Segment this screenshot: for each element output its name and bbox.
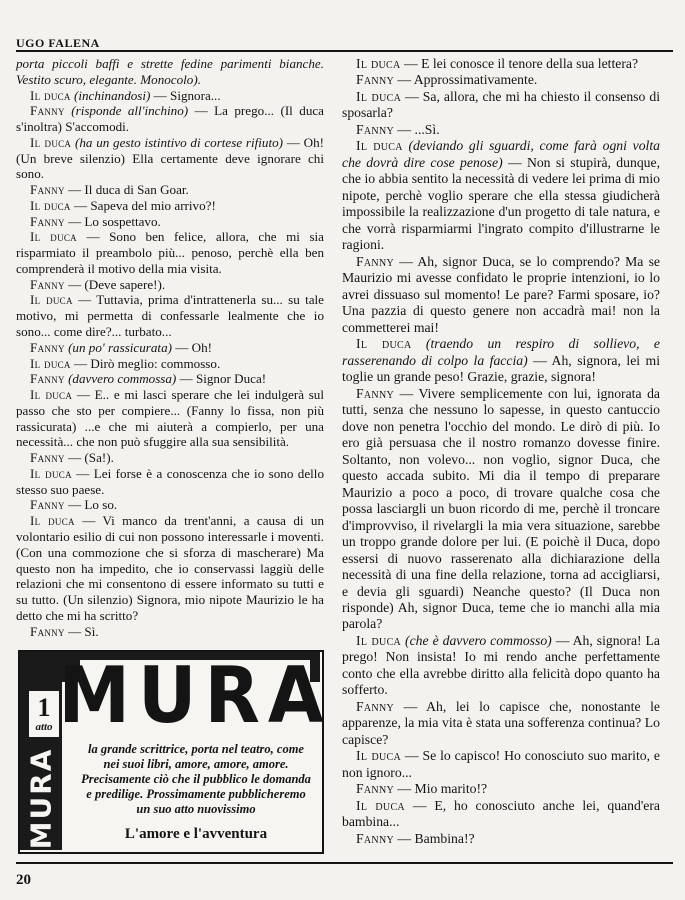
dialogue-text: — Ah, signora! La prego! Non insista! Io mi rendo anche perfettamente conto che ella avrebbe diritto alla felicità dopo quanto ha sofferto. <box>342 632 660 698</box>
dialogue-paragraph <box>16 450 324 466</box>
dialogue-paragraph <box>16 88 324 104</box>
dialogue-paragraph <box>16 277 324 293</box>
dialogue-paragraph <box>16 497 324 513</box>
speaker-name: Fanny <box>30 182 65 198</box>
stage-direction: (ha un gesto istintivo di cortese rifiuto) <box>74 134 284 150</box>
running-header-author: UGO FALENA <box>16 36 100 50</box>
left-text-column <box>16 56 324 639</box>
dialogue-paragraph <box>342 748 660 781</box>
speaker-name: Fanny <box>30 213 65 229</box>
dialogue-text: — Sapeva del mio arrivo?! <box>74 197 216 213</box>
speaker-name: Fanny <box>30 339 65 355</box>
act-badge <box>28 690 60 738</box>
ad-tagline: L'amore e l'avventura <box>124 826 268 842</box>
dialogue-paragraph <box>16 466 324 498</box>
stage-direction: porta piccoli baffi e strette fedine parimenti bianche. Vestito scuro, elegante. Monocolo). <box>16 56 324 87</box>
speaker-name: Fanny <box>356 385 394 401</box>
header-rule <box>16 50 673 52</box>
act-number: 1 <box>37 693 51 722</box>
dialogue-text: — Se lo capisco! Ho conosciuto suo marito, e non ignoro... <box>342 748 660 780</box>
dialogue-paragraph <box>16 135 324 182</box>
speaker-name: Fanny <box>30 276 65 292</box>
speaker-name: Fanny <box>30 103 65 119</box>
dialogue-paragraph <box>16 229 324 276</box>
speaker-name: Il duca <box>356 138 403 154</box>
dialogue-text: — Sì. <box>68 623 99 639</box>
speaker-name: Fanny <box>356 121 394 137</box>
dialogue-text: — Il duca di San Goar. <box>68 182 189 198</box>
stage-direction: (inchinandosi) <box>74 87 151 103</box>
dialogue-text: — Vivere semplicemente con lui, ignorata da tutti, senza che nessuno lo sapesse, in questo cantuccio dove non penetra l'occhio del mondo. Le dirò di più. Io ero già persuasa che il nostro romanzo dovesse finire. Soltanto, non volevo... non voglio, signor Duca, che questo accada subito. Mi dia il tempo di preparare Maurizio a poco a poco, di trovare qualche cosa che possa lasciargli un buon ricordo di me, perchè il troncare d'improvviso, il rivelargli la mia vera situazione, sarebbe un troppo grande dolore per lui. (E poichè il Duca, dopo essersi di nuovo rasserenato alla dichiarazione della necessità di una fine della relazione, torna ad accigliarsi, e devia gli sguardi) Neanche questo? (Il Duca non risponde) Ah, signor Duca, teme che io manchi alla mia parola? <box>342 385 660 632</box>
dialogue-paragraph <box>342 254 660 336</box>
speaker-name: Il duca <box>356 748 401 764</box>
ad-vertical-title-text: MURA <box>24 747 58 849</box>
dialogue-text: — Bambina!? <box>397 830 475 846</box>
dialogue-text: — Ah, signor Duca, se lo comprendo? Ma se Maurizio mi avesse confidato le proprie intenzioni, io lo avrei dissuaso sul momento! Le pare? Farmi sposare, io? Una pazzia di questo genere non accadrà mai! non la commetterei mai! <box>342 253 660 335</box>
stage-direction: (davvero commossa) <box>68 371 177 387</box>
dialogue-paragraph <box>16 182 324 198</box>
dialogue-text: — (Sa!). <box>68 450 114 466</box>
dialogue-text: — E, ho conosciuto anche lei, quand'era bambina... <box>342 797 660 830</box>
dialogue-text: — Mio marito!? <box>397 781 488 797</box>
dialogue-paragraph <box>342 831 660 847</box>
speaker-name: Il duca <box>356 336 412 352</box>
stage-direction: (che è davvero commosso) <box>405 632 552 648</box>
speaker-name: Fanny <box>356 781 394 797</box>
speaker-name: Fanny <box>356 253 394 269</box>
dialogue-text: — Oh! <box>175 339 212 355</box>
ad-blurb: la grande scrittrice, porta nel teatro, come nei suoi libri, amore, amore, amore. Precisamente ciò che il pubblico le domanda e predilige. Prossimamente pubblicheremo un suo atto nuovissimo <box>81 742 311 816</box>
dialogue-text: — Dirò meglio: commosso. <box>74 355 221 371</box>
speaker-name: Il duca <box>30 134 72 150</box>
dialogue-paragraph <box>342 122 660 138</box>
dialogue-paragraph <box>342 781 660 797</box>
speaker-name: Fanny <box>30 450 65 466</box>
dialogue-text: — Signora... <box>153 87 221 103</box>
dialogue-text: — La prego... (Il duca s'inoltra) S'accomodi. <box>16 103 324 135</box>
speaker-name: Fanny <box>356 72 394 88</box>
dialogue-text: — Oh! (Un breve silenzio) Ella certamente deve ignorare chi sono. <box>16 134 324 182</box>
speaker-name: Il duca <box>30 355 71 371</box>
dialogue-paragraph <box>16 214 324 230</box>
dialogue-text: — Non si stupirà, dunque, che io abbia sentito la necessità di vedere lei prima di mio nipote, perchè voglio sperare che ella stessa giudicherà impossibile la realizzazione d'un progetto di tale natura, e che vorrà risparmiarmi l'ingrato compito d'illustrarne le ragioni. <box>342 154 661 253</box>
dialogue-paragraph <box>16 340 324 356</box>
footer-rule <box>16 862 673 864</box>
dialogue-text: — Sa, allora, che mi ha chiesto il consenso di sposarla? <box>342 88 660 121</box>
dialogue-paragraph <box>342 798 660 831</box>
dialogue-text: — Tuttavia, prima d'intrattenerla su... su tale motivo, mi permetta di confessarle lealmente che io sono... come dire?... turbato... <box>16 292 324 340</box>
speaker-name: Il duca <box>30 292 73 308</box>
dialogue-text: — Lo sospettavo. <box>68 213 161 229</box>
dialogue-paragraph <box>342 386 660 633</box>
dialogue-text: — Lei forse è a conoscenza che io sono dello stesso suo paese. <box>16 465 324 497</box>
speaker-name: Il duca <box>356 56 401 71</box>
stage-direction: (deviando gli sguardi, come farà ogni volta che dovrà dire cose penose) <box>342 138 660 170</box>
speaker-name: Il duca <box>356 797 405 813</box>
page-number: 20 <box>16 872 31 888</box>
dialogue-text: — Ah, signora, lei mi toglie un grande peso! Grazie, grazie, signora! <box>342 352 660 385</box>
speaker-name: Il duca <box>30 513 75 529</box>
speaker-name: Il duca <box>30 229 77 245</box>
dialogue-text: — Approssimativamente. <box>397 72 538 88</box>
dialogue-text: — Ah, lei lo capisce che, nonostante le apparenze, la mia vita è stata una sofferenza continua? Lo capisce? <box>342 698 661 747</box>
dialogue-paragraph <box>342 699 660 748</box>
dialogue-paragraph <box>342 89 660 122</box>
dialogue-paragraph <box>16 56 324 88</box>
ad-title-text: MURA <box>58 649 332 741</box>
stage-direction: (un po' rassicurata) <box>68 339 172 355</box>
speaker-name: Fanny <box>30 371 65 387</box>
speaker-name: Fanny <box>30 497 65 513</box>
speaker-name: Il duca <box>356 632 402 648</box>
stage-direction: (traendo un respiro di sollievo, e rasserenando di colpo la faccia) <box>342 336 661 368</box>
right-text-column <box>342 56 660 847</box>
speaker-name: Fanny <box>356 698 394 714</box>
dialogue-text: — E lei conosce il tenore della sua lettera? <box>403 56 639 71</box>
speaker-name: Il duca <box>356 88 402 104</box>
dialogue-paragraph <box>16 513 324 623</box>
speaker-name: Il duca <box>30 197 71 213</box>
dialogue-paragraph <box>342 56 660 72</box>
dialogue-paragraph <box>16 387 324 450</box>
dialogue-paragraph <box>16 292 324 339</box>
ad-title <box>58 649 332 741</box>
dialogue-text: — ...Sì. <box>397 121 440 137</box>
dialogue-paragraph <box>16 103 324 135</box>
dialogue-paragraph <box>16 371 324 387</box>
dialogue-paragraph <box>16 198 324 214</box>
speaker-name: Fanny <box>30 623 65 639</box>
dialogue-paragraph <box>342 72 660 88</box>
ad-vertical-title <box>24 747 58 849</box>
dialogue-text: — Lo so. <box>68 497 118 513</box>
act-word: atto <box>35 721 53 733</box>
dialogue-text: — (Deve sapere!). <box>68 276 166 292</box>
speaker-name: Il duca <box>30 465 72 481</box>
dialogue-text: — Sono ben felice, allora, che mi sia risparmiato il preambolo più... penoso, perchè ella ben comprenderà il motivo della mia visita. <box>16 229 324 276</box>
dialogue-paragraph <box>342 633 660 699</box>
speaker-name: Il duca <box>30 387 73 403</box>
dialogue-paragraph <box>16 356 324 372</box>
dialogue-paragraph <box>16 624 324 640</box>
speaker-name: Fanny <box>356 830 394 846</box>
dialogue-text: — E.. e mi lasci sperare che lei indulgerà sul passo che sto per compiere... (Fanny lo fissa, non più rassicurata) ...e che mi aiuterà a compierlo, per una necessità... che non può sfuggire alla sua sensibilità. <box>16 387 324 450</box>
dialogue-text: — Signor Duca! <box>179 371 267 387</box>
mura-advertisement <box>18 649 332 854</box>
dialogue-text: — Vi manco da trent'anni, a causa di un volontario esilio di cui non possono interessarle i moventi. (Con una commozione che si sforza di mascherare) Ma questo non ha impedito, che io conservassi laggiù delle relazioni che mi consentono di essere informato su tutti e su tutto. (Un silenzio) Signora, mio nipote Maurizio le ha detto che mi ha scritto? <box>16 513 325 623</box>
stage-direction: (risponde all'inchino) <box>71 103 189 119</box>
dialogue-paragraph <box>342 138 660 253</box>
dialogue-paragraph <box>342 336 660 385</box>
speaker-name: Il duca <box>30 87 71 103</box>
